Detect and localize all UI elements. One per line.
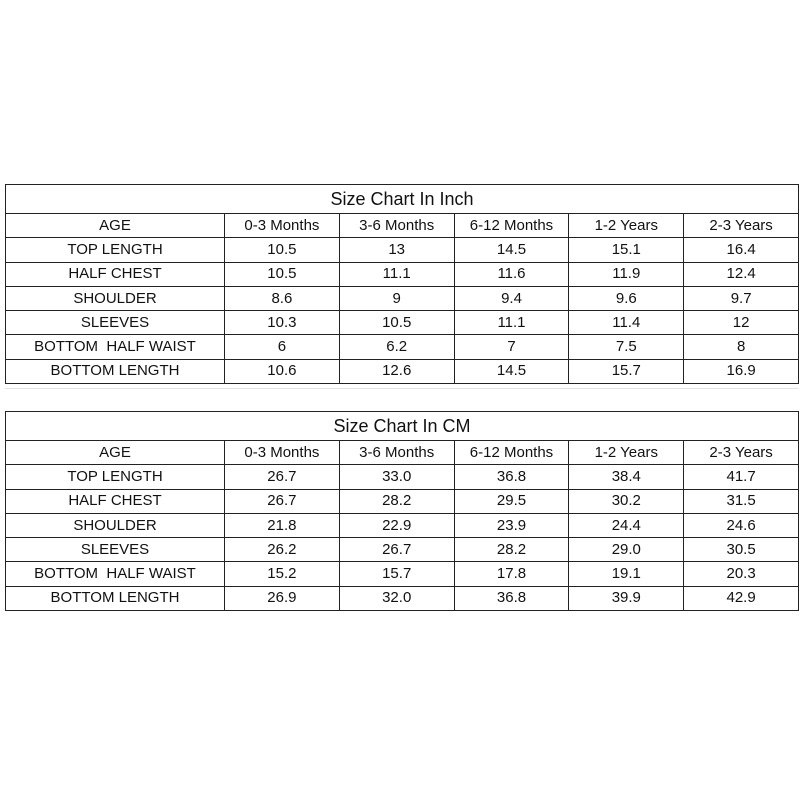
- table-cell: 9.6: [569, 286, 684, 310]
- table-cell: 10.5: [225, 262, 340, 286]
- table-cell: 10.3: [225, 311, 340, 335]
- table-cell: 7.5: [569, 335, 684, 359]
- table-cell: 9: [339, 286, 454, 310]
- table-cell: 30.5: [684, 538, 799, 562]
- table-cell: 30.2: [569, 489, 684, 513]
- table-cell: 17.8: [454, 562, 569, 586]
- table-row: [6, 359, 799, 383]
- row-label: BOTTOM HALF WAIST: [6, 335, 225, 359]
- table-row: [6, 262, 799, 286]
- table-cell: 6.2: [339, 335, 454, 359]
- table-row: [6, 311, 799, 335]
- table-row: [6, 286, 799, 310]
- row-label: HALF CHEST: [6, 489, 225, 513]
- column-header: 0-3 Months: [225, 441, 340, 465]
- table-cell: 11.1: [339, 262, 454, 286]
- table-cell: 8: [684, 335, 799, 359]
- table-row: [6, 238, 799, 262]
- table-cell: 12.4: [684, 262, 799, 286]
- table-cell: 7: [454, 335, 569, 359]
- table-cell: 31.5: [684, 489, 799, 513]
- table-title-row: [6, 185, 799, 214]
- table-cell: 14.5: [454, 359, 569, 383]
- table-row: [6, 335, 799, 359]
- table-row: [6, 538, 799, 562]
- table-cell: 12.6: [339, 359, 454, 383]
- table-cell: 14.5: [454, 238, 569, 262]
- size-table-cm: [5, 411, 799, 611]
- row-label: HALF CHEST: [6, 262, 225, 286]
- table-cell: 28.2: [339, 489, 454, 513]
- table-title-row: [6, 412, 799, 441]
- table-row: [6, 562, 799, 586]
- table-cell: 8.6: [225, 286, 340, 310]
- size-table-inch: [5, 184, 799, 384]
- row-label: BOTTOM HALF WAIST: [6, 562, 225, 586]
- table-cell: 36.8: [454, 586, 569, 610]
- row-label: TOP LENGTH: [6, 238, 225, 262]
- table-cell: 19.1: [569, 562, 684, 586]
- row-label: TOP LENGTH: [6, 465, 225, 489]
- table-cell: 11.1: [454, 311, 569, 335]
- table-row: [6, 465, 799, 489]
- column-header: AGE: [6, 441, 225, 465]
- table-title: Size Chart In CM: [6, 412, 799, 441]
- table-cell: 29.0: [569, 538, 684, 562]
- column-header: 3-6 Months: [339, 441, 454, 465]
- table-cell: 9.7: [684, 286, 799, 310]
- column-header: 1-2 Years: [569, 441, 684, 465]
- table-cell: 26.9: [225, 586, 340, 610]
- table-cell: 39.9: [569, 586, 684, 610]
- table-row: [6, 586, 799, 610]
- table-cell: 26.7: [225, 489, 340, 513]
- table-cell: 10.5: [225, 238, 340, 262]
- column-header: 3-6 Months: [339, 214, 454, 238]
- table-cell: 42.9: [684, 586, 799, 610]
- table-cell: 38.4: [569, 465, 684, 489]
- table-cell: 26.2: [225, 538, 340, 562]
- table-cell: 12: [684, 311, 799, 335]
- table-cell: 41.7: [684, 465, 799, 489]
- table-cell: 13: [339, 238, 454, 262]
- table-cell: 15.1: [569, 238, 684, 262]
- table-cell: 28.2: [454, 538, 569, 562]
- column-header: AGE: [6, 214, 225, 238]
- table-cell: 10.5: [339, 311, 454, 335]
- table-cell: 29.5: [454, 489, 569, 513]
- table-cell: 33.0: [339, 465, 454, 489]
- column-header: 6-12 Months: [454, 441, 569, 465]
- table-title: Size Chart In Inch: [6, 185, 799, 214]
- column-header: 6-12 Months: [454, 214, 569, 238]
- table-cell: 23.9: [454, 513, 569, 537]
- row-label: SHOULDER: [6, 286, 225, 310]
- table-cell: 15.7: [339, 562, 454, 586]
- row-label: BOTTOM LENGTH: [6, 359, 225, 383]
- table-cell: 16.4: [684, 238, 799, 262]
- table-cell: 9.4: [454, 286, 569, 310]
- table-cell: 15.7: [569, 359, 684, 383]
- column-header: 2-3 Years: [684, 214, 799, 238]
- table-cell: 21.8: [225, 513, 340, 537]
- row-label: BOTTOM LENGTH: [6, 586, 225, 610]
- table-header-row: [6, 441, 799, 465]
- table-cell: 36.8: [454, 465, 569, 489]
- table-gap: [5, 388, 798, 412]
- column-header: 0-3 Months: [225, 214, 340, 238]
- table-row: [6, 489, 799, 513]
- table-row: [6, 513, 799, 537]
- table-cell: 26.7: [225, 465, 340, 489]
- table-cell: 6: [225, 335, 340, 359]
- row-label: SLEEVES: [6, 538, 225, 562]
- table-cell: 15.2: [225, 562, 340, 586]
- table-cell: 11.6: [454, 262, 569, 286]
- table-cell: 26.7: [339, 538, 454, 562]
- column-header: 1-2 Years: [569, 214, 684, 238]
- table-cell: 32.0: [339, 586, 454, 610]
- size-chart-inch: [5, 184, 798, 384]
- table-cell: 24.6: [684, 513, 799, 537]
- table-cell: 24.4: [569, 513, 684, 537]
- size-chart-cm: [5, 411, 798, 611]
- row-label: SHOULDER: [6, 513, 225, 537]
- table-cell: 20.3: [684, 562, 799, 586]
- table-cell: 11.4: [569, 311, 684, 335]
- table-header-row: [6, 214, 799, 238]
- table-cell: 10.6: [225, 359, 340, 383]
- table-cell: 16.9: [684, 359, 799, 383]
- column-header: 2-3 Years: [684, 441, 799, 465]
- table-cell: 11.9: [569, 262, 684, 286]
- table-cell: 22.9: [339, 513, 454, 537]
- row-label: SLEEVES: [6, 311, 225, 335]
